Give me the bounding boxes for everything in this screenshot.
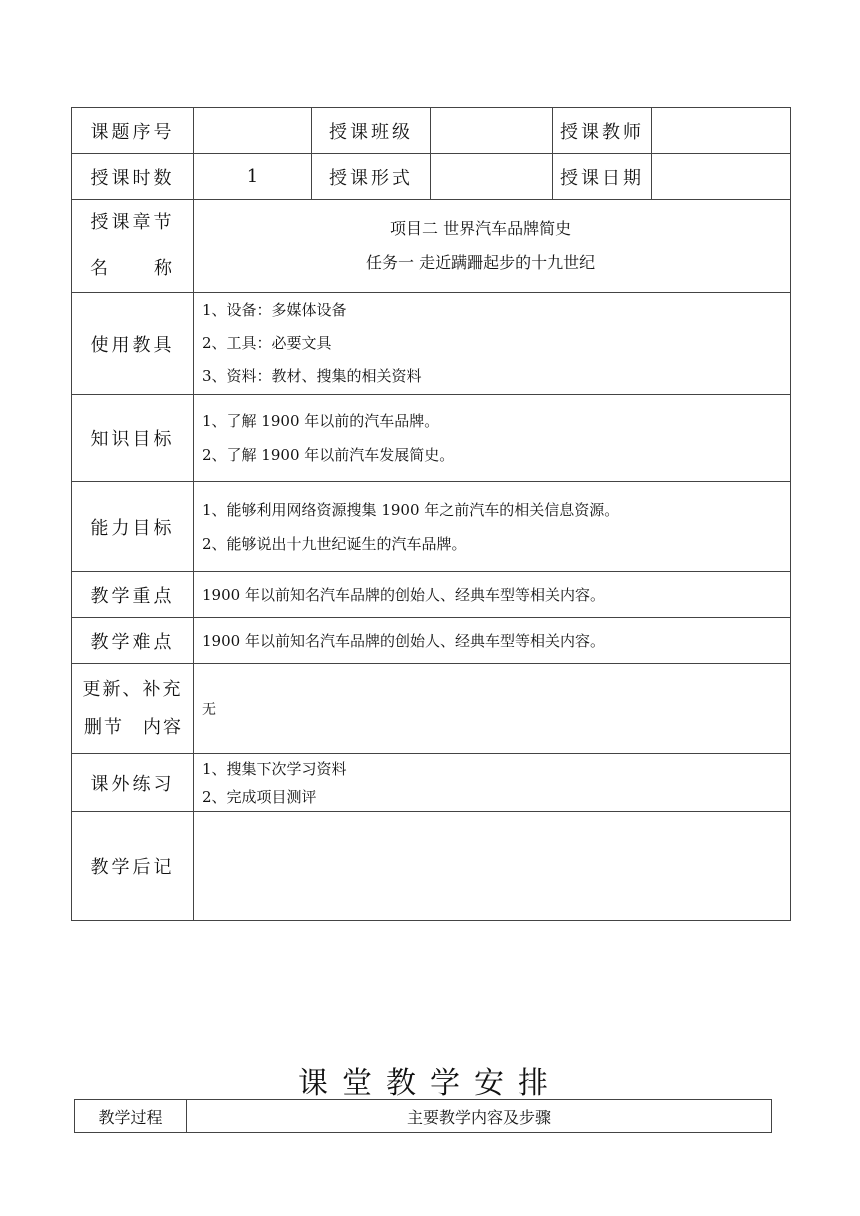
value-course-number [194, 108, 312, 154]
header-content-steps: 主要教学内容及步骤 [187, 1100, 772, 1133]
label-reflection: 教学后记 [72, 812, 194, 921]
chapter-task: 任务一 走近蹒跚起步的十九世纪 [366, 253, 596, 272]
label-chapter-char1: 名 [90, 258, 111, 279]
value-date [652, 154, 791, 200]
value-knowledge [194, 395, 791, 482]
label-update-word1: 删节 [84, 716, 124, 738]
homework-item: 1、搜集下次学习资料 [202, 759, 347, 778]
value-chapter [194, 200, 791, 293]
label-format: 授课形式 [312, 154, 431, 200]
tools-item: 2、工具：必要文具 [202, 334, 332, 352]
course-info-table [71, 107, 791, 921]
label-chapter-line1: 授课章节 [90, 212, 175, 233]
label-class: 授课班级 [312, 108, 431, 154]
value-difficulties: 1900 年以前知名汽车品牌的创始人、经典车型等相关内容。 [194, 618, 791, 664]
arrangement-header-row [75, 1100, 772, 1133]
header-process: 教学过程 [75, 1100, 187, 1133]
value-teacher [652, 108, 791, 154]
label-hours: 授课时数 [72, 154, 194, 200]
value-update: 无 [194, 664, 791, 754]
value-key-points: 1900 年以前知名汽车品牌的创始人、经典车型等相关内容。 [194, 572, 791, 618]
tools-item: 3、资料：教材、搜集的相关资料 [202, 367, 422, 385]
knowledge-item: 2、了解 1900 年以前汽车发展简史。 [202, 446, 455, 464]
row-chapter [72, 200, 791, 293]
row-tools [72, 293, 791, 395]
value-ability [194, 482, 791, 572]
row-ability [72, 482, 791, 572]
label-update-line1: 更新、补充 [82, 678, 183, 700]
ability-item: 1、能够利用网络资源搜集 1900 年之前汽车的相关信息资源。 [202, 500, 620, 519]
value-tools [194, 293, 791, 395]
label-update [72, 664, 194, 754]
section-title: 课堂教学安排 [298, 1066, 562, 1101]
label-course-number: 课题序号 [72, 108, 194, 154]
row-reflection [72, 812, 791, 921]
label-teacher: 授课教师 [553, 108, 652, 154]
label-update-line2 [72, 709, 193, 747]
row-difficulties [72, 618, 791, 664]
row-homework [72, 754, 791, 812]
knowledge-item: 1、了解 1900 年以前的汽车品牌。 [202, 412, 440, 430]
label-chapter-line2 [72, 246, 193, 292]
label-difficulties: 教学难点 [72, 618, 194, 664]
label-date: 授课日期 [553, 154, 652, 200]
label-ability: 能力目标 [72, 482, 194, 572]
arrangement-table [74, 1099, 772, 1133]
value-hours: 1 [194, 154, 312, 200]
value-reflection [194, 812, 791, 921]
ability-item: 2、能够说出十九世纪诞生的汽车品牌。 [202, 534, 467, 553]
homework-item: 2、完成项目测评 [202, 787, 317, 806]
label-knowledge: 知识目标 [72, 395, 194, 482]
row-key-points [72, 572, 791, 618]
chapter-project: 项目二 世界汽车品牌简史 [390, 219, 572, 238]
row-course-number [72, 108, 791, 154]
row-update [72, 664, 791, 754]
row-knowledge [72, 395, 791, 482]
tools-item: 1、设备：多媒体设备 [202, 301, 347, 319]
label-chapter-char2: 称 [154, 258, 175, 279]
row-hours [72, 154, 791, 200]
label-chapter [72, 200, 194, 293]
value-homework [194, 754, 791, 812]
label-tools: 使用教具 [72, 293, 194, 395]
label-key-points: 教学重点 [72, 572, 194, 618]
value-format [431, 154, 553, 200]
label-homework: 课外练习 [72, 754, 194, 812]
label-update-word2: 内容 [143, 716, 183, 738]
value-class [431, 108, 553, 154]
